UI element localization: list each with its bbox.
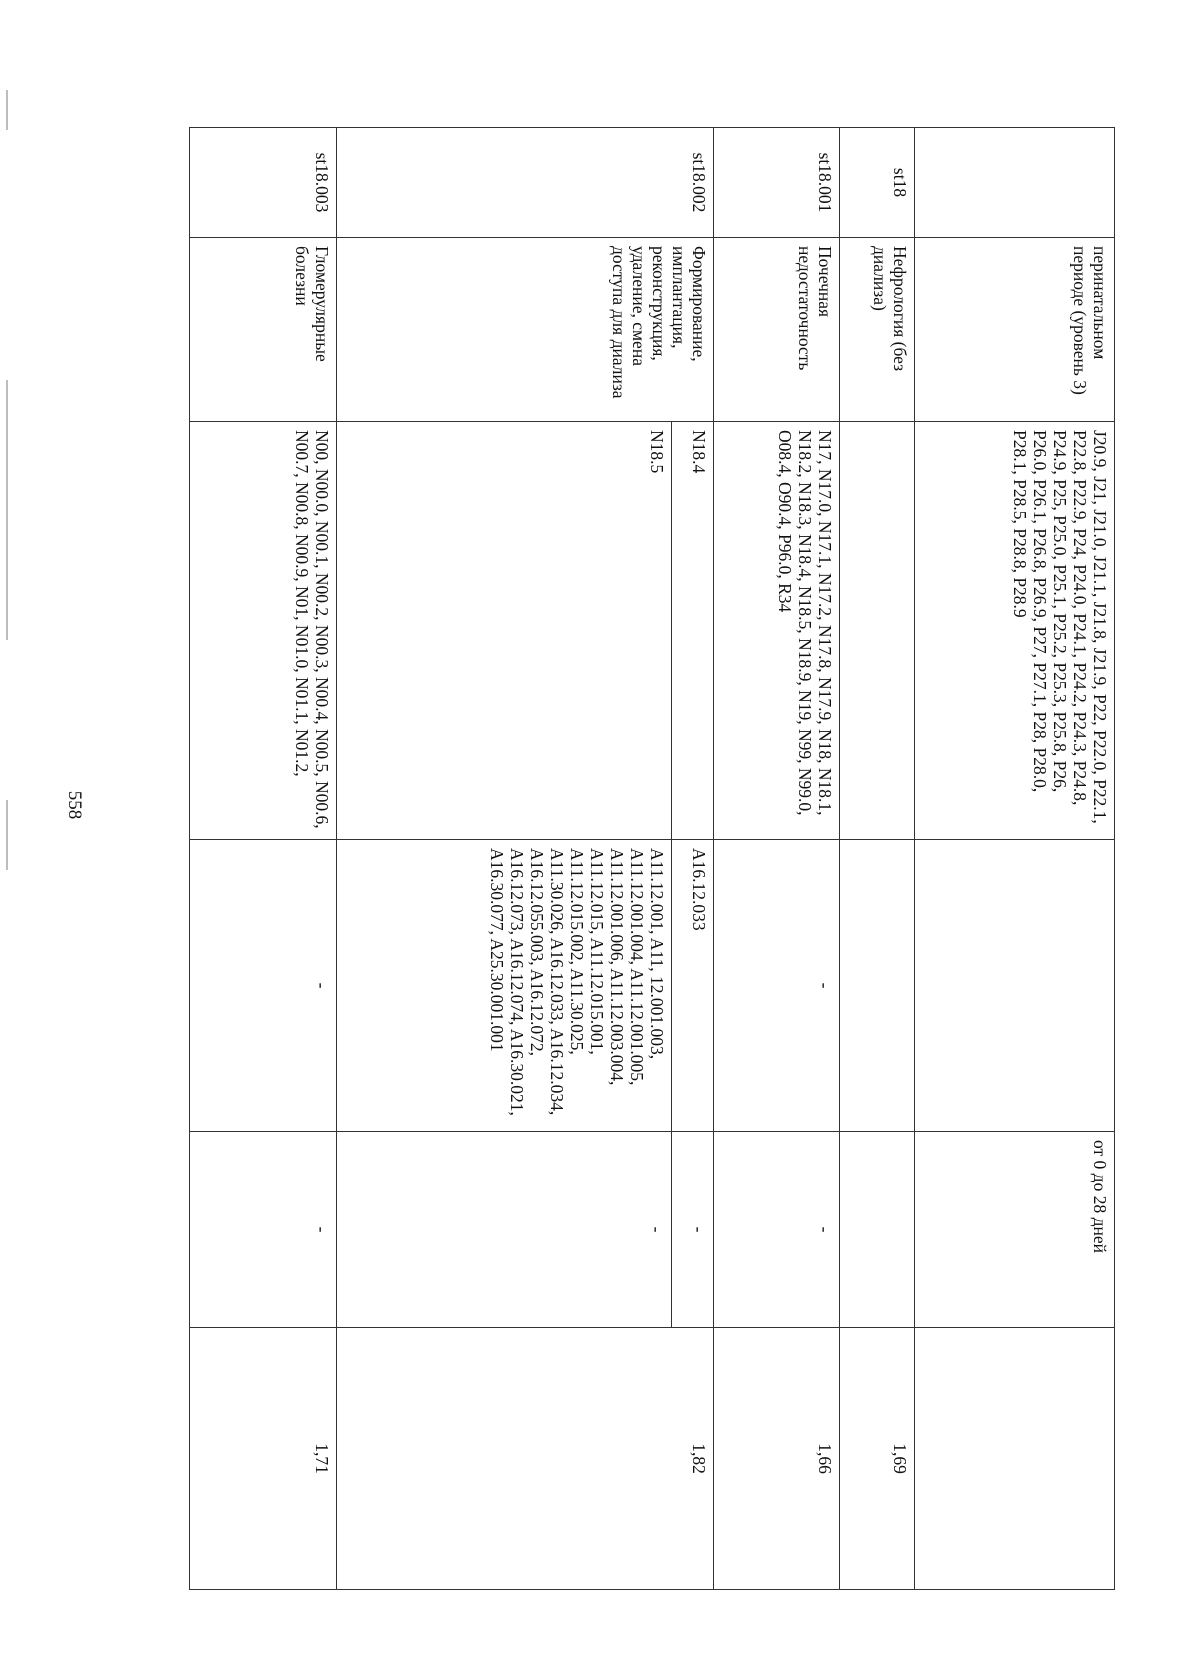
cell-diagnoses: N17, N17.0, N17.1, N17.2, N17.8, N17.9, N18, N18.1, N18.2, N18.3, N18.4, N18.5, N18.9, N19, N99, N99.0, O08.4, O90.4, P96.0, R34 xyxy=(714,422,840,840)
cell-diagnoses: N18.4 xyxy=(672,422,714,840)
cell-age: - xyxy=(714,1132,840,1328)
cell-name: перинатальном периоде (уровень 3) xyxy=(915,238,1115,422)
cell-diagnoses: J20.9, J21, J21.0, J21.1, J21.8, J21.9, P22, P22.0, P22.1, P22.8, P22.9, P24, P24.0, P24.1, P24.2, P24.3, P24.8, P24.9, P25, P25.0, P25.1, P25.2, P25.3, P25.8, P26, P26.0, P26.1, P26.8, P26.9, P27, P27.1, P28, P28.0, P28.1, P28.5, P28.8, P28.9 xyxy=(915,422,1115,840)
cell-age: - xyxy=(672,1132,714,1328)
cell-name: Гломерулярные болезни xyxy=(190,238,337,422)
cell-age xyxy=(840,1132,915,1328)
scan-edge-line xyxy=(6,380,8,640)
table-row xyxy=(190,128,337,1590)
cell-code: st18.001 xyxy=(714,128,840,238)
cell-services xyxy=(840,840,915,1132)
cell-coefficient: 1,66 xyxy=(714,1328,840,1590)
cell-code: st18.003 xyxy=(190,128,337,238)
cell-services: A11.12.001, A11, 12.001.003, A11.12.001.004, A11.12.001.005, A11.12.001.006, A11.12.003.004, A11.12.015, A11.12.015.001, A11.12.015.002, A11.30.025, A11.30.026, A16.12.033, A16.12.034, A16.12.055.003, A16.12.072, A16.12.073, A16.12.074, A16.30.021, A16.30.077, A25.30.001.001 xyxy=(337,840,672,1132)
cell-services xyxy=(915,840,1115,1132)
cell-diagnoses: N00, N00.0, N00.1, N00.2, N00.3, N00.4, N00.5, N00.6, N00.7, N00.8, N00.9, N01, N01.0, N01.1, N01.2, xyxy=(190,422,337,840)
tariff-table xyxy=(189,127,1115,1590)
cell-age: - xyxy=(337,1132,672,1328)
cell-name: Формирование, имплантация, реконструкция, удаление, смена доступа для диализа xyxy=(337,238,714,422)
cell-coefficient: 1,82 xyxy=(337,1328,714,1590)
page-number: 558 xyxy=(64,790,85,820)
scan-edge-line xyxy=(6,800,8,870)
table-row xyxy=(840,128,915,1590)
cell-name: Нефрология (без диализа) xyxy=(840,238,915,422)
cell-age: от 0 до 28 дней xyxy=(915,1132,1115,1328)
cell-coefficient: 1,69 xyxy=(840,1328,915,1590)
cell-name: Почечная недостаточность xyxy=(714,238,840,422)
cell-code: st18.002 xyxy=(337,128,714,238)
scan-edge-line xyxy=(6,90,8,130)
table-row xyxy=(915,128,1115,1590)
table-row xyxy=(672,128,714,1590)
table-row xyxy=(714,128,840,1590)
cell-services: A16.12.033 xyxy=(672,840,714,1132)
cell-age: - xyxy=(190,1132,337,1328)
rotated-table-wrapper xyxy=(190,127,1115,1589)
cell-services: - xyxy=(190,840,337,1132)
cell-code: st18 xyxy=(840,128,915,238)
cell-coefficient: 1,71 xyxy=(190,1328,337,1590)
cell-code xyxy=(915,128,1115,238)
cell-services: - xyxy=(714,840,840,1132)
cell-diagnoses xyxy=(840,422,915,840)
cell-diagnoses: N18.5 xyxy=(337,422,672,840)
cell-coefficient xyxy=(915,1328,1115,1590)
